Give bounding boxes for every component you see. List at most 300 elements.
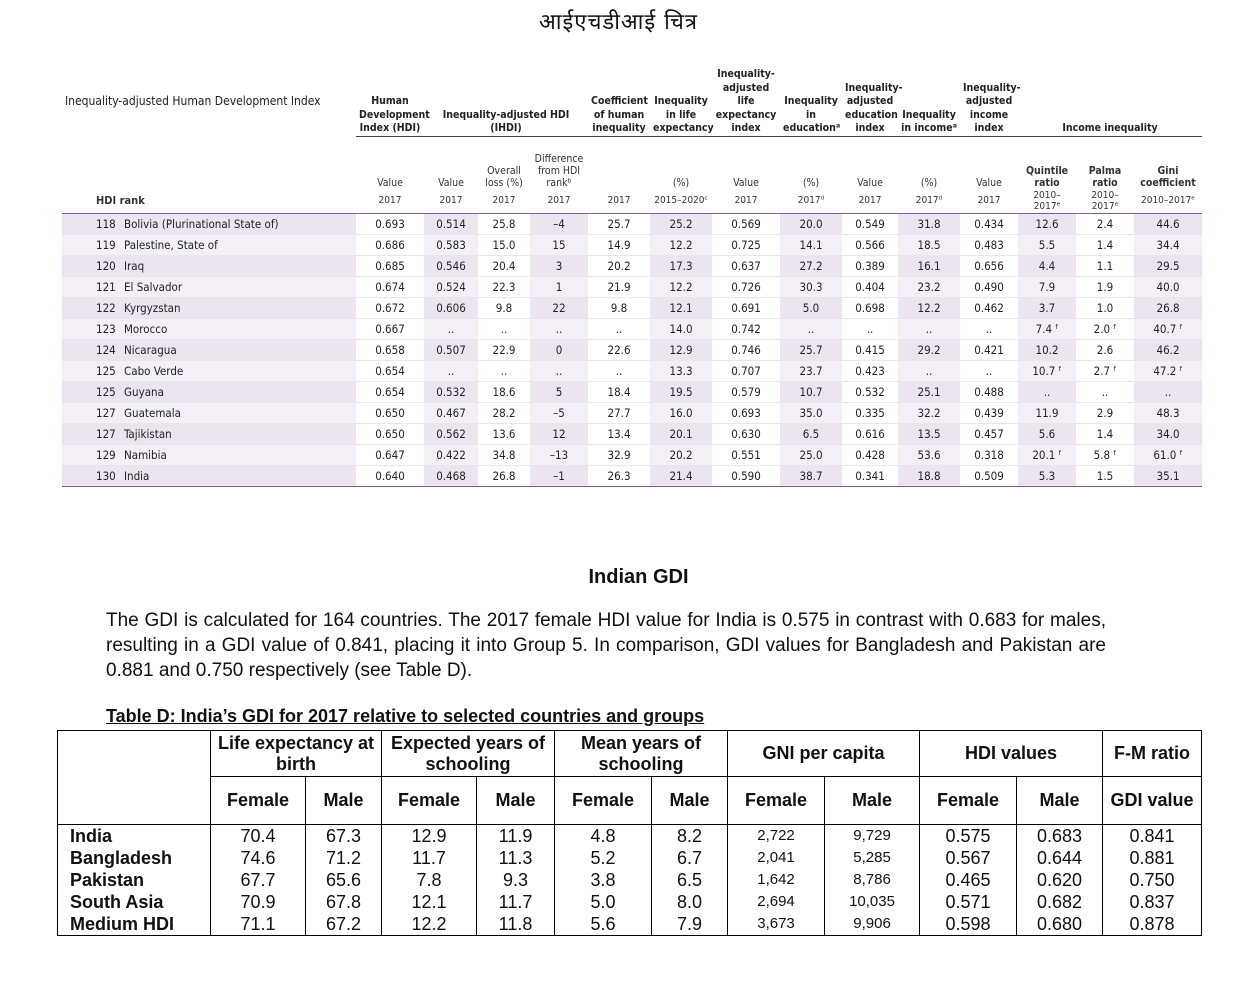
value-cell: 0.490 [960,276,1018,297]
value-cell: 0 [530,339,588,360]
value-cell: 6.7 [652,847,728,869]
value-cell: 0.575 [920,825,1017,848]
value-cell: 26.8 [478,465,530,486]
table-row [58,891,1202,913]
value-cell: 0.841 [1103,825,1202,848]
value-cell: .. [424,318,478,339]
country-cell [62,402,356,423]
country-name: Cabo Verde [124,363,184,378]
value-cell: 0.725 [712,234,780,255]
value-cell: 10.2 [1018,339,1076,360]
value-cell: 22.3 [478,276,530,297]
value-cell: 14.1 [780,234,842,255]
value-cell: 25.0 [780,444,842,465]
header-hdi-values: HDI values [920,731,1103,777]
value-cell: 1.5 [1076,465,1134,486]
value-cell: 0.878 [1103,913,1202,936]
country-cell [62,255,356,276]
sub-header-cell: Value [976,176,1002,189]
value-cell: 8,786 [825,869,920,891]
value-cell: 0.415 [842,339,898,360]
value-cell: 0.583 [424,234,478,255]
value-cell: 29.2 [898,339,960,360]
value-cell: 25.1 [898,381,960,402]
header-male: Male [1017,777,1103,825]
value-cell: 0.524 [424,276,478,297]
value-cell: 6.5 [780,423,842,444]
value-cell: 0.726 [712,276,780,297]
value-cell: 5.6 [1018,423,1076,444]
header-inequality-education: Inequality in educationᵃ [780,68,842,136]
value-cell: 22.9 [478,339,530,360]
value-cell: 9.3 [477,869,555,891]
value-cell: 0.606 [424,297,478,318]
header-income-inequality: Income inequality [1018,68,1202,136]
value-cell: –13 [530,444,588,465]
value-cell: 31.8 [898,213,960,234]
header-inequality-life: Inequality in life expectancy [650,68,712,136]
value-cell: 15.0 [478,234,530,255]
value-cell: 0.837 [1103,891,1202,913]
value-cell: 12.1 [382,891,477,913]
value-cell: 5 [530,381,588,402]
year-cell: 2010–2017ᵉ [1134,189,1202,214]
value-cell: 67.2 [306,913,382,936]
hdi-rank: 120 [96,258,116,273]
value-cell: 0.650 [356,423,424,444]
year-cell: 2017 [424,189,478,214]
value-cell: 14.0 [650,318,712,339]
hdi-rank: 121 [96,279,116,294]
value-cell: 47.2 ᶠ [1134,360,1202,381]
country-name: Namibia [124,447,167,462]
value-cell: 53.6 [898,444,960,465]
value-cell: 32.2 [898,402,960,423]
value-cell: .. [780,318,842,339]
table-row [62,318,1202,339]
value-cell: 65.6 [306,869,382,891]
ihdi-year-row [62,189,1202,214]
ihdi-table-body [62,213,1202,486]
value-cell: –5 [530,402,588,423]
value-cell: 14.9 [588,234,650,255]
value-cell: 2.0 ᶠ [1076,318,1134,339]
value-cell: 11.9 [477,825,555,848]
country-name: India [58,825,211,848]
value-cell: 0.532 [842,381,898,402]
value-cell: 46.2 [1134,339,1202,360]
value-cell: 0.644 [1017,847,1103,869]
value-cell: 11.8 [477,913,555,936]
value-cell: 29.5 [1134,255,1202,276]
value-cell: .. [960,318,1018,339]
value-cell: 12.9 [382,825,477,848]
value-cell: .. [424,360,478,381]
value-cell: 0.483 [960,234,1018,255]
header-ihdi: Inequality-adjusted HDI (IHDI) [424,68,588,136]
value-cell: 2,722 [728,825,825,848]
value-cell: 0.579 [712,381,780,402]
value-cell: 7.4 ᶠ [1018,318,1076,339]
country-cell [62,360,356,381]
value-cell: 0.532 [424,381,478,402]
value-cell: 44.6 [1134,213,1202,234]
value-cell: 35.0 [780,402,842,423]
value-cell: 12.2 [898,297,960,318]
year-cell: 2015–2020ᶜ [650,189,712,214]
value-cell: 0.707 [712,360,780,381]
value-cell: 0.462 [960,297,1018,318]
value-cell: .. [898,318,960,339]
value-cell: 0.439 [960,402,1018,423]
value-cell: 9.8 [588,297,650,318]
value-cell: 34.8 [478,444,530,465]
value-cell: 0.562 [424,423,478,444]
value-cell: 12.2 [382,913,477,936]
table-row [62,234,1202,255]
table-row [62,381,1202,402]
country-cell [62,234,356,255]
year-cell: 2017 [842,189,898,214]
country-name: Guatemala [124,405,181,420]
value-cell: 7.9 [652,913,728,936]
value-cell: 13.3 [650,360,712,381]
value-cell: 0.650 [356,402,424,423]
country-name: Morocco [124,321,168,336]
gdi-heading: Indian GDI [588,566,689,588]
hdi-rank: 127 [96,405,116,420]
value-cell: 12.2 [650,276,712,297]
value-cell: 2.9 [1076,402,1134,423]
hdi-rank-label: HDI rank [62,189,356,214]
value-cell: 5.0 [555,891,652,913]
value-cell: –1 [530,465,588,486]
value-cell: 0.434 [960,213,1018,234]
country-cell [62,213,356,234]
country-cell [62,381,356,402]
hdi-rank: 125 [96,384,116,399]
table-row [62,444,1202,465]
value-cell: 25.7 [588,213,650,234]
country-cell [62,276,356,297]
year-cell: 2010–2017ᵉ [1018,189,1076,214]
sub-header-cell: Overall loss (%) [485,164,523,189]
value-cell: 2.6 [1076,339,1134,360]
value-cell: 0.467 [424,402,478,423]
value-cell: 0.656 [960,255,1018,276]
value-cell: 1.4 [1076,423,1134,444]
value-cell: .. [588,318,650,339]
value-cell: 48.3 [1134,402,1202,423]
value-cell: 13.5 [898,423,960,444]
value-cell: 0.318 [960,444,1018,465]
country-name: Bolivia (Plurinational State of) [124,216,279,231]
value-cell: 0.630 [712,423,780,444]
country-cell [62,465,356,486]
country-name: South Asia [58,891,211,913]
value-cell: 0.507 [424,339,478,360]
ihdi-table [62,68,1202,487]
country-cell [62,339,356,360]
hdi-rank: 124 [96,342,116,357]
value-cell: 8.2 [652,825,728,848]
header-female: Female [211,777,306,825]
value-cell: 0.654 [356,381,424,402]
hdi-rank: 130 [96,468,116,483]
value-cell: 67.7 [211,869,306,891]
header-male: Male [825,777,920,825]
table-row [62,213,1202,234]
value-cell: 1.9 [1076,276,1134,297]
country-name: El Salvador [124,279,183,294]
value-cell: 0.423 [842,360,898,381]
value-cell: 0.509 [960,465,1018,486]
sub-header-cell: (%) [672,176,690,189]
value-cell: .. [898,360,960,381]
value-cell: .. [1076,381,1134,402]
value-cell: 11.7 [382,847,477,869]
value-cell: 2.7 ᶠ [1076,360,1134,381]
value-cell: 18.6 [478,381,530,402]
value-cell: 2,694 [728,891,825,913]
table-row [62,339,1202,360]
value-cell: 13.6 [478,423,530,444]
value-cell: .. [842,318,898,339]
table-row [62,297,1202,318]
value-cell: 5.8 ᶠ [1076,444,1134,465]
header-adjusted-income: Inequality-adjusted income index [960,68,1018,136]
value-cell: 1.1 [1076,255,1134,276]
country-name: Pakistan [58,869,211,891]
hindi-title: आईएचडीआई चित्र [539,10,698,35]
value-cell: 3,673 [728,913,825,936]
value-cell: –4 [530,213,588,234]
gdi-table [57,730,1202,936]
sub-header-cell: Value [377,176,403,189]
country-name: Bangladesh [58,847,211,869]
header-female: Female [382,777,477,825]
country-name: Medium HDI [58,913,211,936]
value-cell: .. [588,360,650,381]
table-row [62,465,1202,486]
hdi-rank: 129 [96,447,116,462]
table-row [62,360,1202,381]
header-fm-ratio: F-M ratio [1103,731,1202,777]
header-female: Female [728,777,825,825]
value-cell: 0.590 [712,465,780,486]
header-female: Female [920,777,1017,825]
value-cell: 7.9 [1018,276,1076,297]
value-cell: 0.682 [1017,891,1103,913]
value-cell: 12.9 [650,339,712,360]
country-name: Guyana [124,384,164,399]
value-cell: 0.693 [712,402,780,423]
value-cell: 0.647 [356,444,424,465]
table-row [58,869,1202,891]
year-cell: 2017 [588,189,650,214]
value-cell: 2,041 [728,847,825,869]
value-cell: 38.7 [780,465,842,486]
value-cell: 32.9 [588,444,650,465]
value-cell: 0.685 [356,255,424,276]
value-cell: 0.488 [960,381,1018,402]
value-cell: 61.0 ᶠ [1134,444,1202,465]
value-cell: 22.6 [588,339,650,360]
value-cell: 30.3 [780,276,842,297]
year-cell: 2010–2017ᵉ [1076,189,1134,214]
value-cell: 26.3 [588,465,650,486]
value-cell: 19.5 [650,381,712,402]
value-cell: 70.9 [211,891,306,913]
header-male: Male [477,777,555,825]
value-cell: 20.2 [588,255,650,276]
value-cell: 34.4 [1134,234,1202,255]
gdi-corner-cell [58,731,211,825]
value-cell: 0.422 [424,444,478,465]
value-cell: 4.4 [1018,255,1076,276]
header-adjusted-life: Inequality-adjusted life expectancy index [712,68,780,136]
value-cell: 0.746 [712,339,780,360]
value-cell: 1.0 [1076,297,1134,318]
value-cell: 0.691 [712,297,780,318]
sub-header-cell: Quintile ratio [1025,164,1069,189]
country-cell [62,318,356,339]
gdi-table-body [58,825,1202,936]
header-male: Male [652,777,728,825]
value-cell: 12.6 [1018,213,1076,234]
value-cell: 20.1 ᶠ [1018,444,1076,465]
value-cell: 5,285 [825,847,920,869]
sub-header-cell [588,136,650,189]
hdi-rank: 123 [96,321,116,336]
country-name: Tajikistan [124,426,172,441]
value-cell: 27.7 [588,402,650,423]
value-cell: 12.1 [650,297,712,318]
value-cell: 20.2 [650,444,712,465]
header-inequality-income: Inequality in incomeᵃ [898,68,960,136]
value-cell: 0.598 [920,913,1017,936]
table-row [62,255,1202,276]
value-cell: 0.680 [1017,913,1103,936]
value-cell: 0.667 [356,318,424,339]
value-cell: 1,642 [728,869,825,891]
value-cell: 0.742 [712,318,780,339]
value-cell: 0.571 [920,891,1017,913]
value-cell: 6.5 [652,869,728,891]
value-cell: 0.674 [356,276,424,297]
value-cell: 4.8 [555,825,652,848]
value-cell: 71.2 [306,847,382,869]
value-cell: 0.620 [1017,869,1103,891]
hdi-rank: 118 [96,216,116,231]
value-cell: 3 [530,255,588,276]
value-cell: 2.4 [1076,213,1134,234]
value-cell: 5.0 [780,297,842,318]
value-cell: 0.686 [356,234,424,255]
hdi-rank: 119 [96,237,116,252]
value-cell: 10.7 [780,381,842,402]
table-row [58,825,1202,848]
country-cell [62,444,356,465]
header-life-expectancy: Life expectancy at birth [211,731,382,777]
value-cell: 70.4 [211,825,306,848]
value-cell: 0.514 [424,213,478,234]
value-cell: 0.551 [712,444,780,465]
value-cell: 5.5 [1018,234,1076,255]
header-hdi: Human Development Index (HDI) [356,68,424,136]
header-expected-schooling: Expected years of schooling [382,731,555,777]
value-cell: 7.8 [382,869,477,891]
value-cell: 0.640 [356,465,424,486]
sub-header-cell: Difference from HDI rankᵇ [534,152,584,189]
value-cell: 20.1 [650,423,712,444]
value-cell: 25.2 [650,213,712,234]
country-name: Iraq [124,258,145,273]
value-cell: 0.693 [356,213,424,234]
value-cell: 0.566 [842,234,898,255]
ihdi-sub-header-row [62,136,1202,189]
value-cell: 74.6 [211,847,306,869]
value-cell: 11.9 [1018,402,1076,423]
value-cell: 0.428 [842,444,898,465]
value-cell: 9.8 [478,297,530,318]
year-cell: 2017 [356,189,424,214]
value-cell: 0.569 [712,213,780,234]
value-cell: 5.3 [1018,465,1076,486]
country-name: India [124,468,150,483]
value-cell: 0.616 [842,423,898,444]
value-cell: 0.457 [960,423,1018,444]
value-cell: 27.2 [780,255,842,276]
value-cell: 3.8 [555,869,652,891]
table-row [58,847,1202,869]
country-name: Palestine, State of [124,237,218,252]
value-cell: 17.3 [650,255,712,276]
value-cell: 0.404 [842,276,898,297]
hdi-rank: 122 [96,300,116,315]
value-cell: 28.2 [478,402,530,423]
value-cell: 8.0 [652,891,728,913]
header-female: Female [555,777,652,825]
sub-header-cell: Value [438,176,464,189]
value-cell: 0.389 [842,255,898,276]
value-cell: 0.421 [960,339,1018,360]
value-cell: 67.3 [306,825,382,848]
value-cell: 0.546 [424,255,478,276]
gdi-paragraph: The GDI is calculated for 164 countries. The 2017 female HDI value for India is 0.575 in contrast with 0.683 for males, resulting in a GDI value of 0.841, placing it into Group 5. In comparison, GDI values for Bangladesh and Pakistan are 0.881 and 0.750 respectively (see Table D). [106,610,1106,681]
value-cell: 20.0 [780,213,842,234]
value-cell: 0.567 [920,847,1017,869]
value-cell: 12 [530,423,588,444]
year-cell: 2017 [530,189,588,214]
value-cell: 0.468 [424,465,478,486]
value-cell: 16.0 [650,402,712,423]
value-cell: .. [1018,381,1076,402]
country-cell [62,297,356,318]
value-cell: 18.5 [898,234,960,255]
value-cell: 20.4 [478,255,530,276]
sub-header-cell: Palma ratio [1088,164,1122,189]
value-cell: .. [530,360,588,381]
value-cell: 10.7 ᶠ [1018,360,1076,381]
value-cell: 13.4 [588,423,650,444]
table-d-caption: Table D: India’s GDI for 2017 relative to selected countries and groups [106,706,705,726]
header-male: Male [306,777,382,825]
value-cell: 40.7 ᶠ [1134,318,1202,339]
value-cell: 5.2 [555,847,652,869]
value-cell: 11.3 [477,847,555,869]
value-cell: 67.8 [306,891,382,913]
